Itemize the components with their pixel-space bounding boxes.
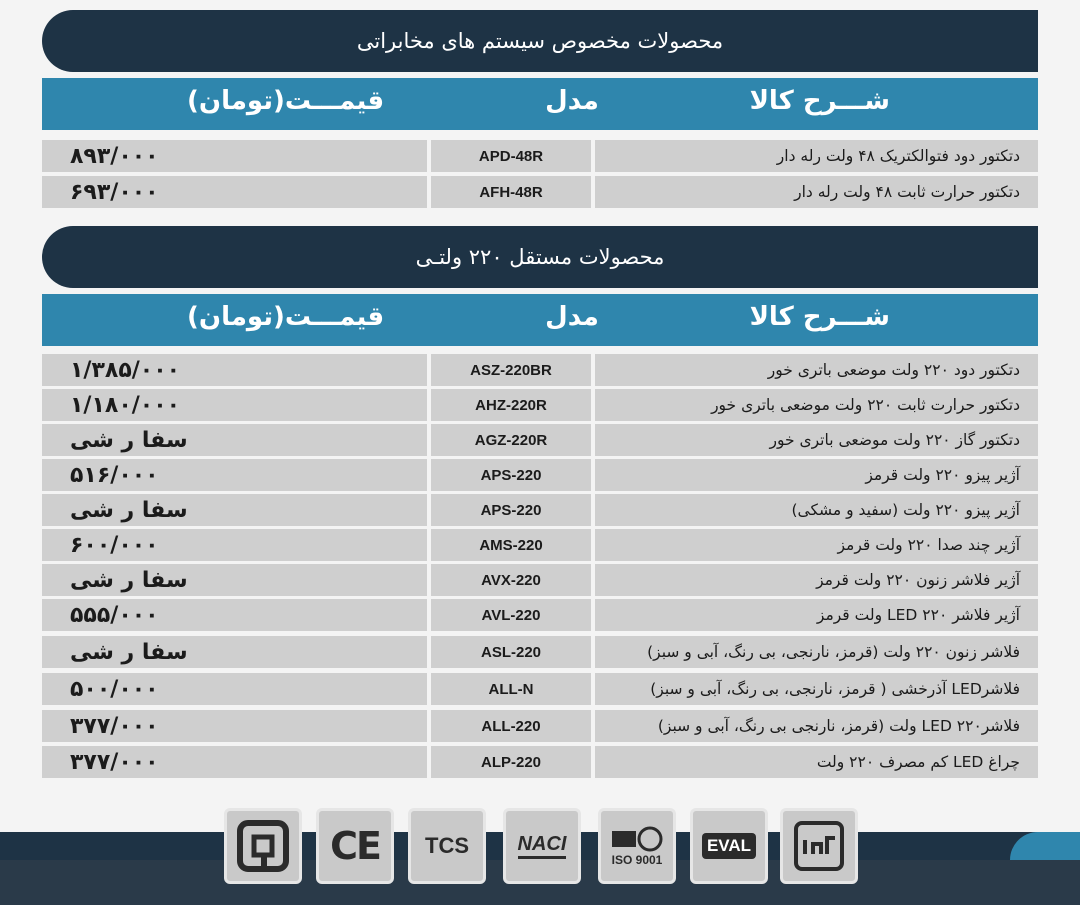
table-row bbox=[42, 636, 1038, 668]
row-model: ALL-220 bbox=[431, 710, 591, 742]
row-description: دتکتور دود فتوالکتریک ۴۸ ولت رله دار bbox=[595, 140, 1038, 172]
row-model: ASZ-220BR bbox=[431, 354, 591, 386]
table-row bbox=[42, 529, 1038, 561]
row-price: سفا ر شی bbox=[42, 636, 427, 668]
row-description: دتکتور حرارت ثابت ۴۸ ولت رله دار bbox=[595, 176, 1038, 208]
table-header-telecom bbox=[42, 78, 1038, 130]
header-description: شـــرح کالا bbox=[749, 302, 890, 332]
row-description: فلاشرLED آذرخشی ( قرمز، نارنجی، بی رنگ، آبی و سبز) bbox=[595, 673, 1038, 705]
tcs-logo-icon: TCS bbox=[408, 808, 486, 884]
table-row bbox=[42, 389, 1038, 421]
row-description: آژیر پیزو ۲۲۰ ولت قرمز bbox=[595, 459, 1038, 491]
header-model: مدل bbox=[545, 86, 599, 116]
table-row bbox=[42, 424, 1038, 456]
row-model: APS-220 bbox=[431, 494, 591, 526]
table-row bbox=[42, 459, 1038, 491]
row-model: ALP-220 bbox=[431, 746, 591, 778]
header-description: شـــرح کالا bbox=[749, 86, 890, 116]
table-row bbox=[42, 354, 1038, 386]
iso-9001-logo-icon: ISO 9001 bbox=[598, 808, 676, 884]
eval-logo-icon: EVAL bbox=[690, 808, 768, 884]
row-description: دتکتور حرارت ثابت ۲۲۰ ولت موضعی باتری خور bbox=[595, 389, 1038, 421]
row-price: ۶۰۰/۰۰۰ bbox=[42, 529, 427, 561]
row-model: AVL-220 bbox=[431, 599, 591, 631]
ce-mark-icon: CE bbox=[316, 808, 394, 884]
row-description: چراغ LED کم مصرف ۲۲۰ ولت bbox=[595, 746, 1038, 778]
row-price: ۵۱۶/۰۰۰ bbox=[42, 459, 427, 491]
row-price: سفا ر شی bbox=[42, 494, 427, 526]
header-model: مدل bbox=[545, 302, 599, 332]
header-price: قیمـــت(تومان) bbox=[187, 86, 385, 116]
table-row bbox=[42, 673, 1038, 705]
row-price: ۳۷۷/۰۰۰ bbox=[42, 710, 427, 742]
naci-logo-icon: NACI bbox=[503, 808, 581, 884]
row-model: AFH-48R bbox=[431, 176, 591, 208]
row-price: ۵۰۰/۰۰۰ bbox=[42, 673, 427, 705]
table-row bbox=[42, 176, 1038, 208]
row-description: فلاشر زنون ۲۲۰ ولت (قرمز، نارنجی، بی رنگ، آبی و سبز) bbox=[595, 636, 1038, 668]
table-row bbox=[42, 564, 1038, 596]
row-model: ASL-220 bbox=[431, 636, 591, 668]
standard-mark-icon bbox=[224, 808, 302, 884]
row-model: APS-220 bbox=[431, 459, 591, 491]
row-model: AHZ-220R bbox=[431, 389, 591, 421]
table-row bbox=[42, 746, 1038, 778]
table-row bbox=[42, 710, 1038, 742]
row-description: آژیر فلاشر LED ۲۲۰ ولت قرمز bbox=[595, 599, 1038, 631]
row-price: ۱/۳۸۵/۰۰۰ bbox=[42, 354, 427, 386]
table-row bbox=[42, 494, 1038, 526]
footer-accent bbox=[1010, 832, 1080, 860]
section-title-text: محصولات مخصوص سیستم های مخابراتی bbox=[356, 29, 724, 53]
row-model: ALL-N bbox=[431, 673, 591, 705]
row-price: ۱/۱۸۰/۰۰۰ bbox=[42, 389, 427, 421]
row-description: آژیر پیزو ۲۲۰ ولت (سفید و مشکی) bbox=[595, 494, 1038, 526]
row-price: سفا ر شی bbox=[42, 564, 427, 596]
row-price: ۶۹۳/۰۰۰ bbox=[42, 176, 427, 208]
row-price: ۸۹۳/۰۰۰ bbox=[42, 140, 427, 172]
row-model: AVX-220 bbox=[431, 564, 591, 596]
row-price: ۵۵۵/۰۰۰ bbox=[42, 599, 427, 631]
row-description: دتکتور گاز ۲۲۰ ولت موضعی باتری خور bbox=[595, 424, 1038, 456]
table-row bbox=[42, 140, 1038, 172]
header-price: قیمـــت(تومان) bbox=[187, 302, 385, 332]
row-price: ۳۷۷/۰۰۰ bbox=[42, 746, 427, 778]
iranian-standard-logo-icon bbox=[780, 808, 858, 884]
row-model: AMS-220 bbox=[431, 529, 591, 561]
table-row bbox=[42, 599, 1038, 631]
row-model: APD-48R bbox=[431, 140, 591, 172]
row-description: دتکتور دود ۲۲۰ ولت موضعی باتری خور bbox=[595, 354, 1038, 386]
table-header-220v bbox=[42, 294, 1038, 346]
section-title-telecom bbox=[42, 10, 1038, 72]
section-title-text: محصولات مستقل ۲۲۰ ولتـی bbox=[415, 245, 665, 269]
row-model: AGZ-220R bbox=[431, 424, 591, 456]
section-title-220v bbox=[42, 226, 1038, 288]
row-price: سفا ر شی bbox=[42, 424, 427, 456]
row-description: آژیر چند صدا ۲۲۰ ولت قرمز bbox=[595, 529, 1038, 561]
row-description: فلاشرLED ۲۲۰ ولت (قرمز، نارنجی بی رنگ، آبی و سبز) bbox=[595, 710, 1038, 742]
row-description: آژیر فلاشر زنون ۲۲۰ ولت قرمز bbox=[595, 564, 1038, 596]
